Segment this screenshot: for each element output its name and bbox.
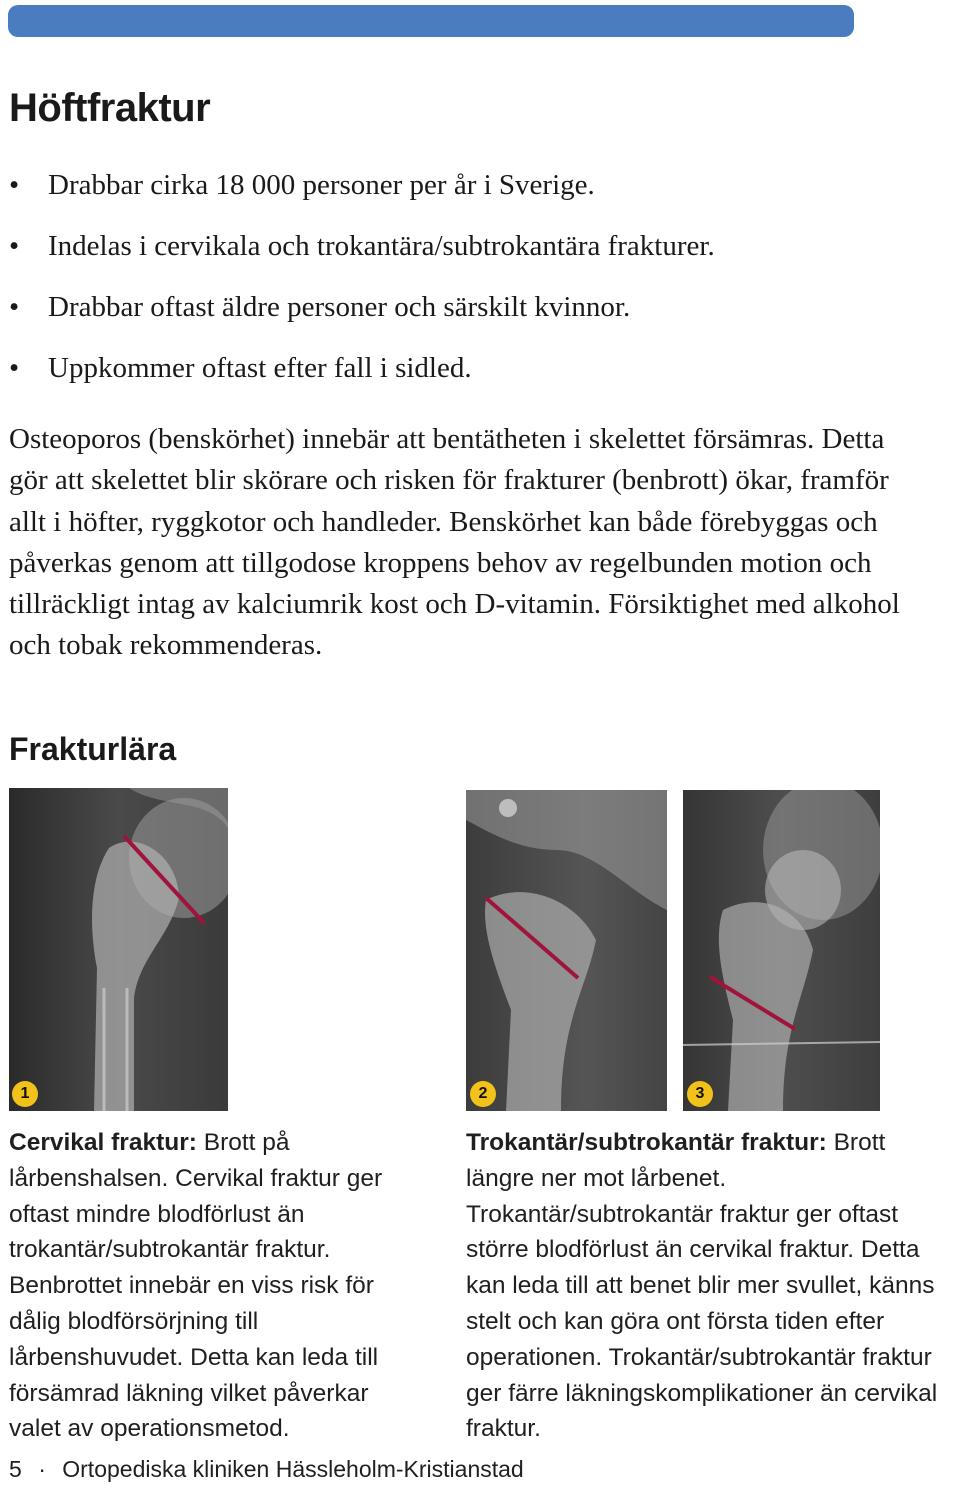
xray-subtrochanteric-fracture-icon <box>683 790 880 1111</box>
xray-cervical-fracture-icon <box>9 788 228 1111</box>
caption-heading: Trokantär/subtrokantär fraktur: <box>466 1129 827 1156</box>
bullet-icon: • <box>9 291 20 323</box>
header-bar <box>8 5 854 37</box>
section-title: Frakturlära <box>9 731 177 767</box>
page-title: Höftfraktur <box>9 86 211 130</box>
bullet-icon: • <box>9 230 20 262</box>
footer-text: Ortopediska kliniken Hässleholm-Kristianstad <box>62 1456 524 1482</box>
list-item: • Drabbar oftast äldre personer och särskilt kvinnor. <box>9 284 909 345</box>
bullet-icon: • <box>9 352 20 384</box>
page-footer <box>9 1456 524 1483</box>
caption-cervical: Cervikal fraktur: Brott på lårbenshalsen. Cervikal fraktur ger oftast mindre blodförlust än trokantär/subtrokantär fraktur. Benbrottet innebär en viss risk för dålig blodförsörjning till lårbenshuvudet. Detta kan leda till försämrad läkning vilket påverkar valet av operationsmetod. <box>9 1129 383 1443</box>
footer-separator: · <box>38 1456 46 1482</box>
image-number-badge: 2 <box>470 1081 496 1107</box>
list-item: • Uppkommer oftast efter fall i sidled. <box>9 345 909 406</box>
xray-trochanteric-fracture-icon <box>466 790 667 1111</box>
caption-heading: Cervikal fraktur: <box>9 1129 197 1156</box>
caption-trochanteric: Trokantär/subtrokantär fraktur: Brott längre ner mot lårbenet. Trokantär/subtrokantär fraktur ger oftast större blodförlust än cervikal fraktur. Detta kan leda till att benet blir mer svullet, känns stelt och kan göra ont första tiden efter operationen. Trokantär/subtrokantär fraktur ger färre läkningskomplikationer än cervikal fraktur. <box>466 1129 938 1443</box>
osteoporosis-paragraph: Osteoporos (benskörhet) innebär att bentätheten i skelettet försämras. Detta gör att skelettet blir skörare och risken för frakturer (benbrott) ökar, framför allt i höfter, ryggkotor och handleder. Benskörhet kan både förebyggas och påverkas genom att tillgodose kroppens behov av regelbunden motion och tillräckligt intag av kalciumrik kost och D-vitamin. Försiktighet med alkohol och tobak rekommenderas. <box>9 423 900 662</box>
bullet-icon: • <box>9 169 20 201</box>
page-number: 5 <box>9 1456 22 1482</box>
image-number-badge: 1 <box>12 1081 38 1107</box>
fact-list <box>9 162 909 406</box>
list-item: • Indelas i cervikala och trokantära/subtrokantära frakturer. <box>9 223 909 284</box>
list-item: • Drabbar cirka 18 000 personer per år i Sverige. <box>9 162 909 223</box>
image-number-badge: 3 <box>687 1081 713 1107</box>
